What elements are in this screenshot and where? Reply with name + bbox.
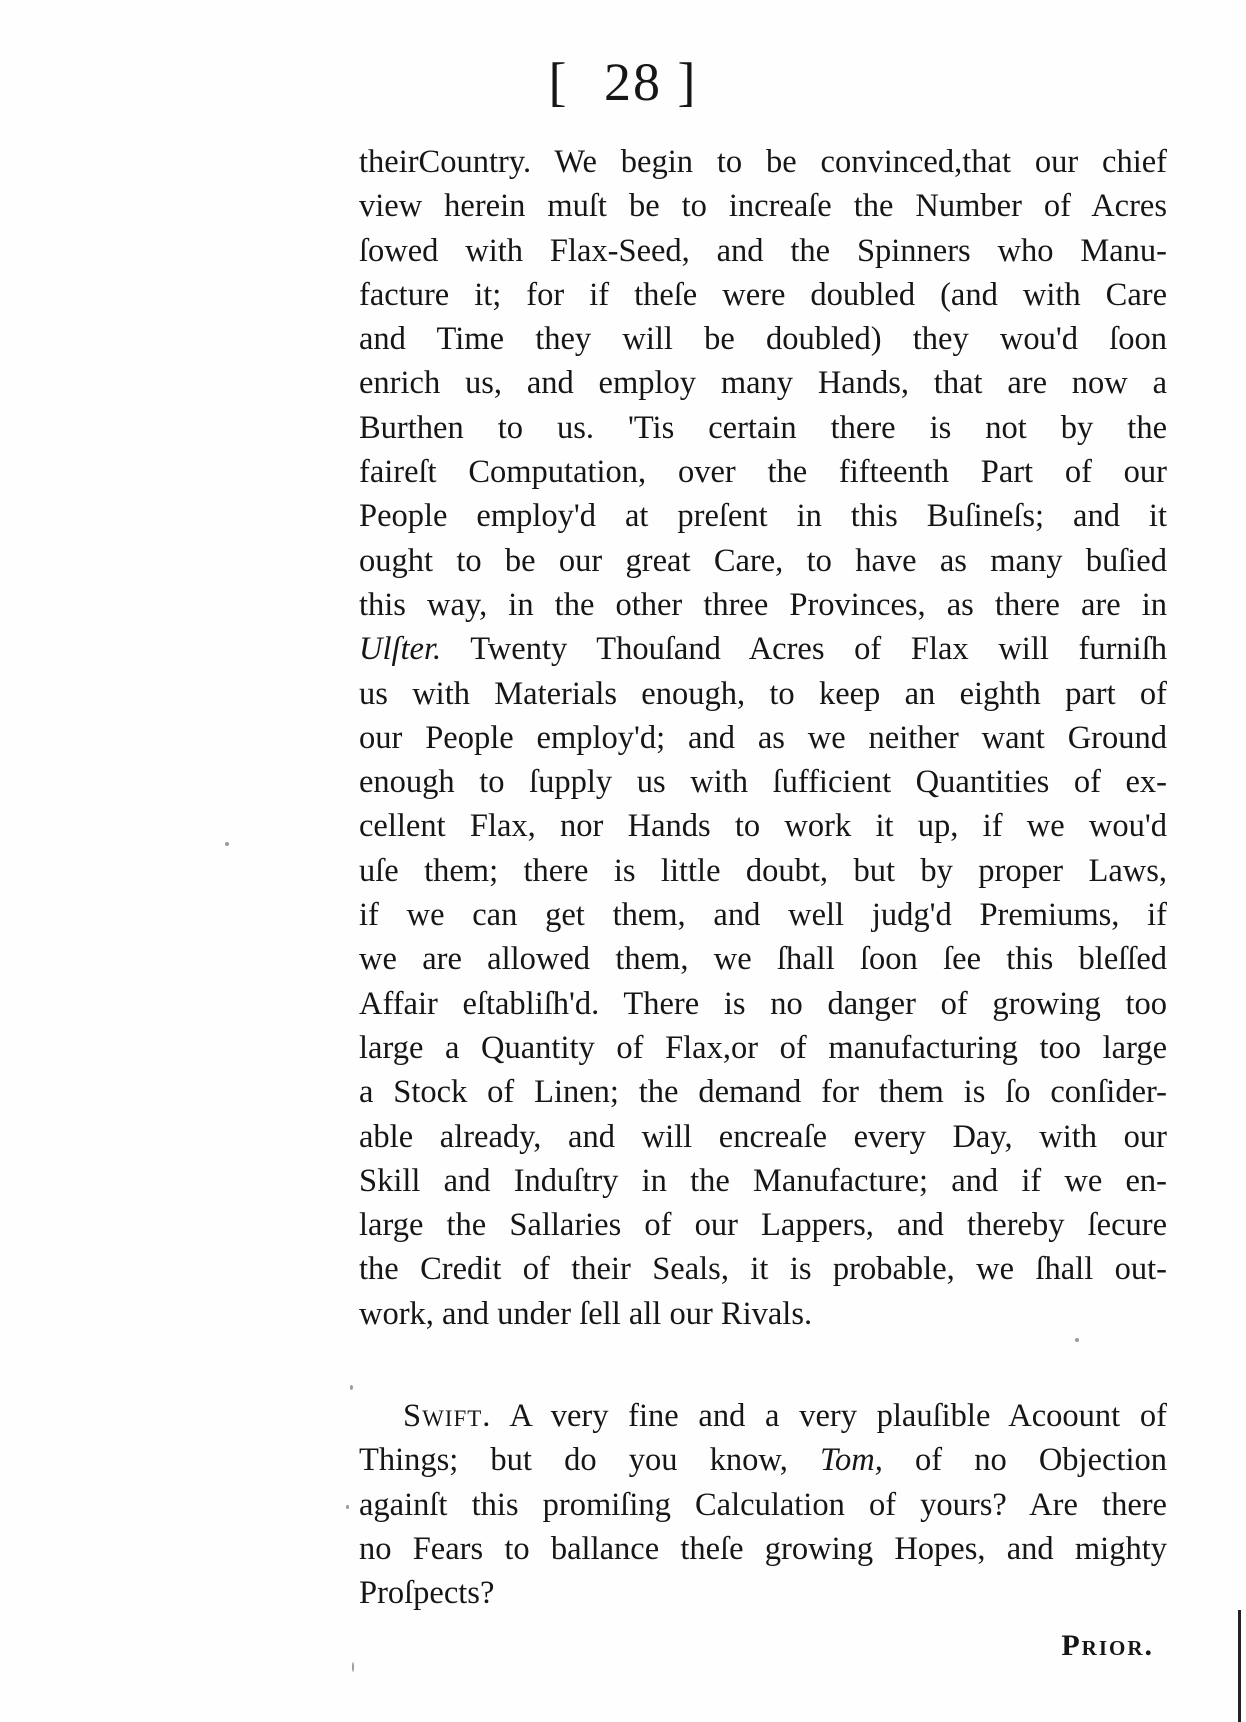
swift-speech-line (359, 1438, 1167, 1482)
text-line: Burthen to us. 'Tis certain there is not by the (359, 409, 1167, 446)
swift-speech-line (359, 1394, 1167, 1438)
page-edge-mark (1238, 1610, 1241, 1722)
body-text (359, 140, 1167, 1616)
text-line: view herein muſt be to increaſe the Number of Acres (359, 188, 1167, 225)
text-line: and Time they will be doubled) they wou'd ſoon (359, 321, 1167, 358)
text-line: ſowed with Flax-Seed, and the Spinners who Manu- (359, 232, 1167, 269)
swift-speech-line: no Fears to ballance theſe growing Hopes, and mighty (359, 1530, 1167, 1567)
page-number-value: 28 (604, 52, 662, 112)
text-line: a Stock of Linen; the demand for them is ſo conſider- (359, 1074, 1167, 1111)
text-line: able already, and will encreaſe every Day, with our (359, 1118, 1167, 1155)
swift-speech-text: Things; but do you know, (359, 1442, 820, 1479)
text-line: large the Sallaries of our Lappers, and thereby ſecure (359, 1207, 1167, 1244)
text-line: faireſt Computation, over the fifteenth Part of our (359, 454, 1167, 491)
text-line: the Credit of their Seals, it is probable, we ſhall out- (359, 1251, 1167, 1288)
place-name-ulster: Ulſter. (359, 631, 442, 668)
text-line: cellent Flax, nor Hands to work it up, if we wou'd (359, 808, 1167, 845)
paragraph-gap (359, 1336, 1167, 1394)
text-line: this way, in the other three Provinces, as there are in (359, 586, 1167, 623)
swift-speech-text: of no Objection (882, 1442, 1167, 1479)
text-line: uſe them; there is little doubt, but by proper Laws, (359, 852, 1167, 889)
text-line: if we can get them, and well judg'd Premiums, if (359, 897, 1167, 934)
swift-speech-line: Proſpects? (359, 1575, 495, 1612)
text-line: Skill and Induſtry in the Manufacture; and if we en- (359, 1162, 1167, 1199)
catchword-prior: Prior. (1061, 1629, 1154, 1662)
text-line: facture it; for if theſe were doubled (and with Care (359, 276, 1167, 313)
text-line: enrich us, and employ many Hands, that are now a (359, 365, 1167, 402)
text-line-rest: Twenty Thouſand Acres of Flax will furniſh (441, 631, 1167, 668)
text-line: enough to ſupply us with ſufficient Quantities of ex- (359, 764, 1167, 801)
ink-speck (346, 1505, 349, 1509)
text-line: work, and under ſell all our Rivals. (359, 1295, 813, 1332)
ink-speck (225, 842, 229, 846)
ink-speck (1075, 1338, 1079, 1342)
text-line: theirCountry. We begin to be convinced,that our chief (359, 144, 1167, 180)
ink-speck (350, 1385, 353, 1390)
text-line: Affair eſtabliſh'd. There is no danger of growing too (359, 985, 1167, 1022)
speaker-name-swift: Swift. (403, 1398, 492, 1435)
page-number-open-bracket: [ (548, 52, 569, 112)
text-line: we are allowed them, we ſhall ſoon ſee this bleſſed (359, 941, 1167, 978)
text-line (359, 627, 1167, 671)
swift-speech-line: againſt this promiſing Calculation of yours? Are there (359, 1486, 1167, 1523)
page-number-close-bracket: ] (677, 52, 698, 112)
addressee-tom: Tom, (819, 1442, 883, 1479)
text-line: us with Materials enough, to keep an eighth part of (359, 675, 1167, 712)
text-line: our People employ'd; and as we neither want Ground (359, 719, 1167, 756)
text-line: People employ'd at preſent in this Buſineſs; and it (359, 498, 1167, 535)
swift-speech-text: A very fine and a very plauſible Acoount of (491, 1398, 1167, 1435)
text-line: large a Quantity of Flax,or of manufacturing too large (359, 1029, 1167, 1066)
ink-speck (352, 1662, 354, 1672)
page-number (0, 52, 1246, 112)
text-line: ought to be our great Care, to have as many buſied (359, 542, 1167, 579)
